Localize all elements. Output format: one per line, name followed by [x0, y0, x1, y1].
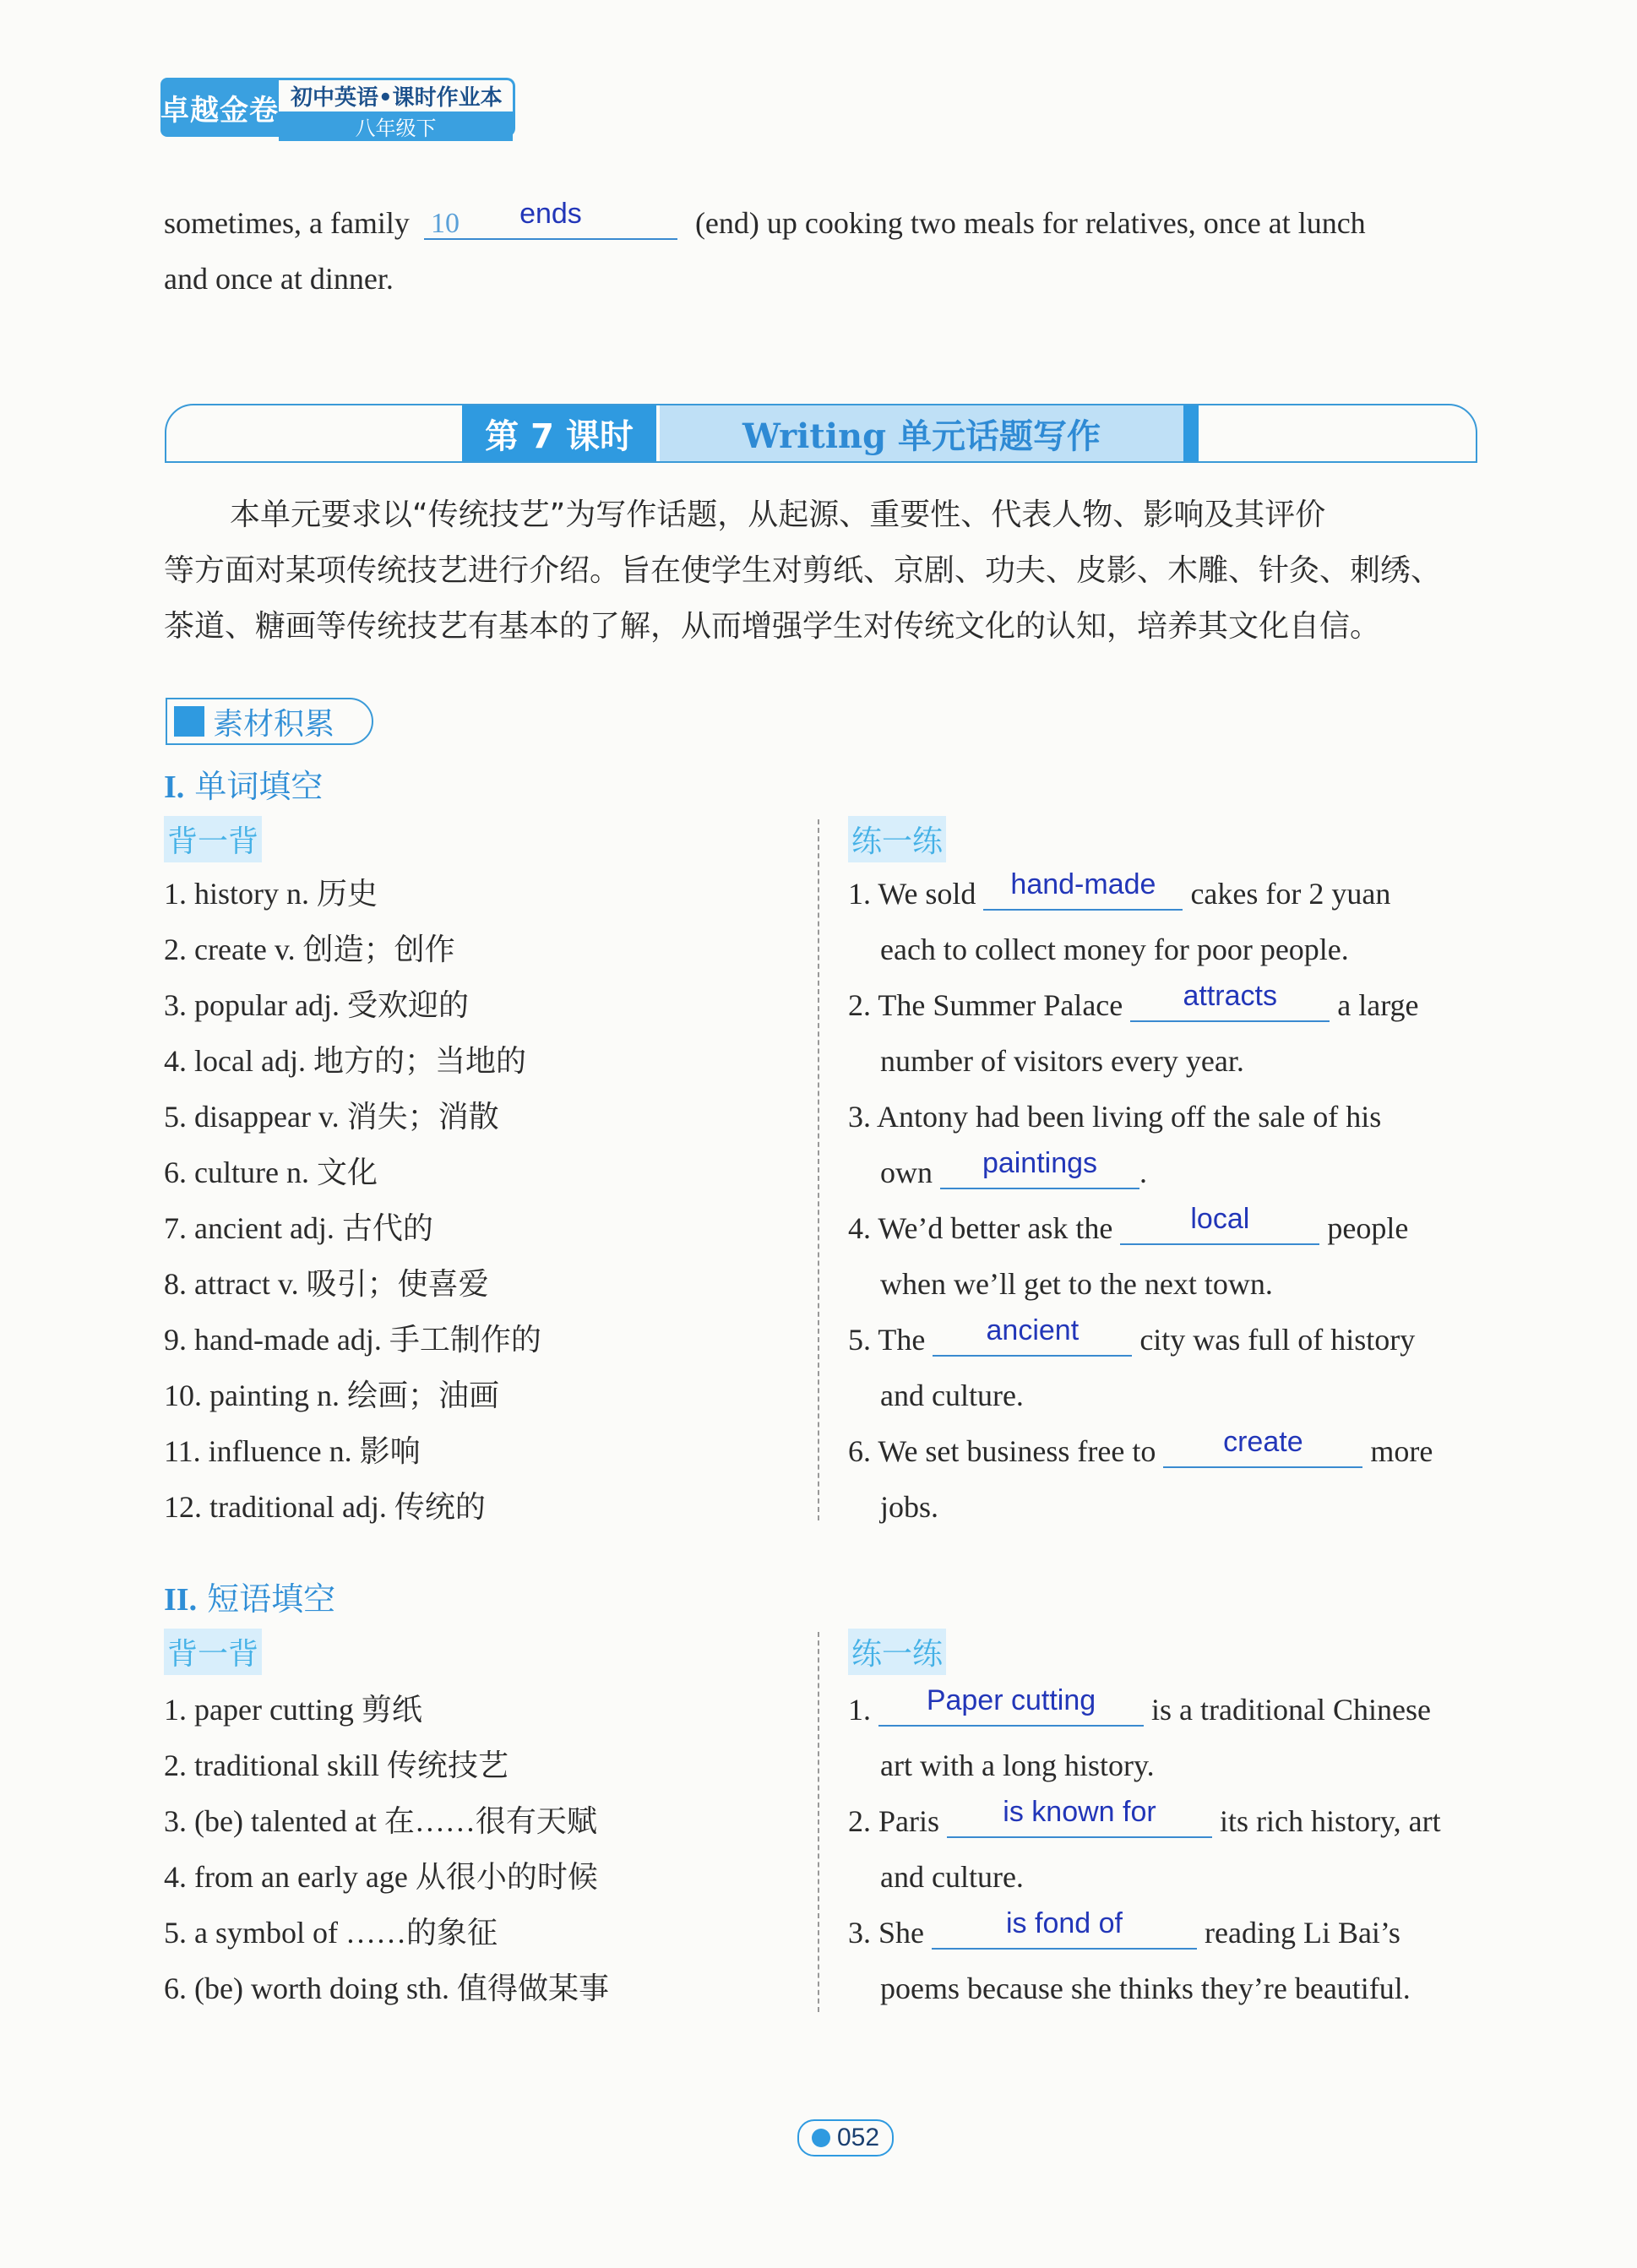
word-item: 6. culture n. 文化	[164, 1156, 378, 1189]
phrase-exercise-3-line-1	[848, 1907, 1400, 1950]
text: 3. She	[848, 1916, 924, 1950]
part-title: 短语填空	[207, 1580, 336, 1618]
exercise-3-line-1: 3. Antony had been living off the sale of his	[848, 1100, 1382, 1134]
text: (end) up cooking two meals for relatives, once at lunch	[694, 206, 1366, 240]
exercise-2-line-1	[848, 980, 1419, 1022]
phrase-exercise-3-line-2: poems because she thinks they’re beautiful.	[880, 1972, 1411, 2005]
word-item: 9. hand-made adj. 手工制作的	[164, 1323, 541, 1357]
text: 6. We set business free to	[848, 1434, 1156, 1468]
phrase-item: 4. from an early age 从很小的时候	[164, 1860, 598, 1894]
part1-right-tag: 练一练	[848, 816, 946, 862]
text: own	[880, 1156, 933, 1189]
exercise-1-line-2: each to collect money for poor people.	[880, 933, 1349, 966]
phrase-exercise-1-line-2: art with a long history.	[880, 1749, 1155, 1782]
answer-text: is known for	[1003, 1796, 1156, 1828]
phrase-item: 1. paper cutting 剪纸	[164, 1693, 422, 1727]
header-logo	[160, 78, 515, 140]
text: a large	[1337, 988, 1419, 1022]
answer-text: create	[1223, 1426, 1303, 1458]
text: is a traditional Chinese	[1151, 1693, 1431, 1727]
part2-heading	[164, 1573, 335, 1619]
exercise-6-line-2: jobs.	[880, 1490, 939, 1524]
continuation-line-2: and once at dinner.	[164, 262, 394, 296]
word-item: 4. local adj. 地方的；当地的	[164, 1044, 526, 1078]
word-item: 11. influence n. 影响	[164, 1434, 421, 1468]
answer-blank[interactable]	[878, 1684, 1144, 1727]
lesson-number: 第 7 课时	[462, 405, 656, 461]
text: people	[1327, 1211, 1409, 1245]
text: more	[1370, 1434, 1433, 1468]
text: 5. The	[848, 1323, 926, 1357]
text: reading Li Bai’s	[1205, 1916, 1400, 1950]
phrase-exercise-2-line-1	[848, 1796, 1441, 1838]
part-number: II.	[164, 1582, 198, 1618]
word-item: 3. popular adj. 受欢迎的	[164, 988, 469, 1022]
section-label-text: 素材积累	[213, 706, 335, 742]
answer-blank[interactable]	[947, 1796, 1212, 1838]
answer-text: is fond of	[1006, 1907, 1123, 1939]
phrase-exercise-1-line-1	[848, 1684, 1431, 1727]
text: 1. We sold	[848, 877, 976, 911]
phrase-item: 6. (be) worth doing sth. 值得做某事	[164, 1972, 609, 2005]
part2-left-tag: 背一背	[164, 1629, 262, 1675]
column-divider	[818, 1632, 819, 2012]
text: 2. The Summer Palace	[848, 988, 1123, 1022]
answer-text: ancient	[986, 1314, 1080, 1346]
series-box	[279, 78, 515, 140]
answer-blank[interactable]	[933, 1314, 1132, 1357]
lesson-title: Writing 单元话题写作	[660, 405, 1183, 461]
answer-blank[interactable]	[1163, 1426, 1362, 1468]
part-number: I.	[164, 770, 185, 805]
answer-text: Paper cutting	[926, 1684, 1096, 1716]
text: its rich history, art	[1220, 1804, 1441, 1838]
answer-text: ends	[519, 198, 582, 230]
word-item: 10. painting n. 绘画；油画	[164, 1379, 499, 1412]
part1-heading	[164, 760, 323, 807]
exercise-4-line-2: when we’ll get to the next town.	[880, 1267, 1273, 1301]
banner-accent	[1183, 405, 1199, 461]
exercise-4-line-1	[848, 1203, 1409, 1245]
word-item: 1. history n. 历史	[164, 877, 378, 911]
exercise-1-line-1	[848, 868, 1391, 911]
dot-icon	[812, 2129, 830, 2147]
exercise-3-line-2	[880, 1147, 1147, 1189]
answer-blank[interactable]	[1120, 1203, 1319, 1245]
exercise-2-line-2: number of visitors every year.	[880, 1044, 1244, 1078]
square-icon	[174, 706, 204, 737]
word-item: 7. ancient adj. 古代的	[164, 1211, 433, 1245]
page-number	[797, 2119, 894, 2157]
word-item: 8. attract v. 吸引；使喜爱	[164, 1267, 489, 1301]
phrase-item: 2. traditional skill 传统技艺	[164, 1749, 509, 1782]
brand-name: 卓越金卷	[160, 78, 279, 137]
intro-line-1: 本单元要求以“传统技艺”为写作话题，从起源、重要性、代表人物、影响及其评价	[230, 498, 1326, 532]
text: 4. We’d better ask the	[848, 1211, 1113, 1245]
text: .	[1139, 1156, 1147, 1189]
answer-blank[interactable]	[940, 1147, 1139, 1189]
answer-blank[interactable]	[1130, 980, 1330, 1022]
exercise-5-line-2: and culture.	[880, 1379, 1024, 1412]
column-divider	[818, 819, 819, 1520]
phrase-exercise-2-line-2: and culture.	[880, 1860, 1024, 1894]
text: 2. Paris	[848, 1804, 939, 1838]
answer-text: paintings	[982, 1147, 1098, 1179]
page-number-text: 052	[836, 2124, 880, 2151]
lesson-banner	[165, 404, 1477, 463]
word-item: 5. disappear v. 消失；消散	[164, 1100, 499, 1134]
text: 1.	[848, 1693, 871, 1727]
word-item: 2. create v. 创造；创作	[164, 933, 455, 966]
part1-left-tag: 背一背	[164, 816, 262, 862]
intro-line-3: 茶道、糖画等传统技艺有基本的了解，从而增强学生对传统文化的认知，培养其文化自信。	[164, 609, 1381, 644]
phrase-item: 3. (be) talented at 在……很有天赋	[164, 1804, 597, 1838]
section-label	[166, 698, 373, 745]
continuation-line-1	[164, 198, 1366, 240]
text: sometimes, a family	[164, 206, 410, 240]
answer-text: attracts	[1183, 980, 1277, 1012]
phrase-item: 5. a symbol of ……的象征	[164, 1916, 498, 1950]
answer-text: hand-made	[1010, 868, 1156, 900]
part2-right-tag: 练一练	[848, 1629, 946, 1675]
answer-blank-10[interactable]	[424, 198, 677, 240]
text: city was full of history	[1139, 1323, 1416, 1357]
word-item: 12. traditional adj. 传统的	[164, 1490, 486, 1524]
answer-text: local	[1190, 1203, 1250, 1235]
intro-line-2: 等方面对某项传统技艺进行介绍。旨在使学生对剪纸、京剧、功夫、皮影、木雕、针灸、刺绣、	[164, 553, 1442, 588]
grade-label: 八年级下	[279, 111, 513, 141]
exercise-6-line-1	[848, 1426, 1433, 1468]
part-title: 单词填空	[194, 768, 324, 805]
series-title: 初中英语•课时作业本	[291, 85, 503, 111]
answer-blank[interactable]	[932, 1907, 1197, 1950]
text: cakes for 2 yuan	[1190, 877, 1391, 911]
answer-blank[interactable]	[983, 868, 1183, 911]
exercise-5-line-1	[848, 1314, 1416, 1357]
blank-number: 10	[430, 208, 460, 239]
